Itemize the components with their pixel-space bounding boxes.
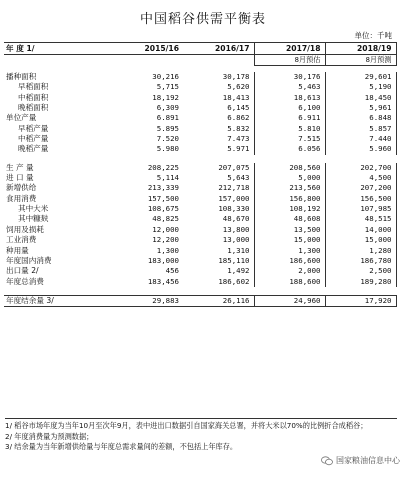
estimate-2017-18: 8月预估 bbox=[254, 55, 325, 66]
cell-value: 5,643 bbox=[227, 173, 250, 183]
row-label: 年度总消费 bbox=[6, 276, 44, 286]
cell-value: 202,700 bbox=[325, 163, 396, 173]
footnote-1: 1/ 稻谷市场年度为当年10月至次年9月，表中进出口数据引自国家海关总署，并将大米以70%的比例折合成稻谷； bbox=[5, 421, 368, 430]
table-row bbox=[4, 225, 396, 235]
row-label: 新增供给 bbox=[6, 183, 37, 193]
header-row bbox=[4, 43, 396, 55]
cell-value: 17,920 bbox=[325, 295, 396, 306]
cell-value: 7.520 bbox=[156, 134, 179, 144]
row-label: 单位产量 bbox=[6, 113, 37, 123]
cell-value: 1,310 bbox=[227, 245, 250, 255]
table-row bbox=[4, 72, 396, 82]
year-2018-19: 2018/19 bbox=[325, 43, 396, 55]
cell-value: 6.848 bbox=[325, 113, 396, 123]
cell-value: 2,500 bbox=[325, 266, 396, 276]
cell-value: 13,500 bbox=[254, 225, 325, 235]
row-label: 中稻面积 bbox=[18, 92, 49, 102]
table-row bbox=[4, 124, 396, 134]
table-title: 中国稻谷供需平衡表 bbox=[139, 12, 266, 27]
year-2016-17: 2016/17 bbox=[183, 43, 254, 55]
cell-value: 156,800 bbox=[254, 194, 325, 204]
wechat-icon bbox=[321, 456, 333, 466]
cell-value: 208,560 bbox=[254, 163, 325, 173]
cell-value: 208,225 bbox=[147, 162, 179, 172]
table-row bbox=[4, 163, 396, 173]
cell-value: 5,715 bbox=[156, 82, 179, 92]
row-label: 饲用及损耗 bbox=[6, 224, 44, 234]
cell-value: 1,300 bbox=[254, 246, 325, 256]
row-label: 晚稻面积 bbox=[18, 103, 49, 113]
cell-value: 5.810 bbox=[254, 124, 325, 134]
table-row bbox=[4, 256, 396, 266]
cell-value: 18,450 bbox=[325, 93, 396, 103]
table-row bbox=[4, 173, 396, 183]
cell-value: 2,000 bbox=[254, 266, 325, 276]
cell-value: 5.857 bbox=[325, 124, 396, 134]
cell-value: 29,883 bbox=[112, 295, 183, 306]
cell-value: 5,961 bbox=[325, 103, 396, 113]
cell-value: 6,145 bbox=[227, 103, 250, 113]
row-label: 年度结余量 3/ bbox=[4, 295, 112, 306]
cell-value: 108,330 bbox=[218, 204, 250, 214]
table-row bbox=[4, 144, 396, 154]
row-label: 种用量 bbox=[6, 245, 29, 255]
cell-value: 30,216 bbox=[152, 72, 179, 81]
table-row bbox=[4, 266, 396, 276]
cell-value: 6,309 bbox=[156, 103, 179, 113]
cell-value: 6.891 bbox=[156, 113, 179, 123]
spacer-row bbox=[4, 287, 396, 296]
row-label: 早稻面积 bbox=[18, 82, 49, 92]
row-label: 工业消费 bbox=[6, 235, 37, 245]
cell-value: 183,456 bbox=[147, 276, 179, 286]
cell-value: 6.862 bbox=[227, 113, 250, 123]
cell-value: 7.440 bbox=[325, 134, 396, 144]
cell-value: 29,601 bbox=[325, 72, 396, 82]
cell-value: 183,000 bbox=[147, 255, 179, 265]
cell-value: 156,500 bbox=[325, 194, 396, 204]
table-row bbox=[4, 214, 396, 224]
row-label: 食用消费 bbox=[6, 193, 37, 203]
cell-value: 185,110 bbox=[218, 255, 250, 265]
row-label: 年度国内消费 bbox=[6, 255, 52, 265]
cell-value: 18,192 bbox=[152, 92, 179, 102]
table-row bbox=[4, 246, 396, 256]
watermark bbox=[321, 455, 400, 466]
row-label: 生 产 量 bbox=[6, 162, 34, 172]
cell-value: 48,825 bbox=[152, 214, 179, 224]
table-row bbox=[4, 134, 396, 144]
cell-value: 15,000 bbox=[254, 235, 325, 245]
cell-value: 30,178 bbox=[222, 72, 250, 81]
cell-value: 5.895 bbox=[156, 123, 179, 133]
table-row bbox=[4, 235, 396, 245]
table-row bbox=[4, 93, 396, 103]
year-2017-18: 2017/18 bbox=[254, 43, 325, 55]
cell-value: 7.473 bbox=[227, 134, 250, 144]
row-label: 其中糠麸 bbox=[18, 214, 49, 224]
row-label: 播种面积 bbox=[6, 72, 37, 81]
unit-label: 单位：千吨 bbox=[354, 31, 392, 40]
cell-value: 186,780 bbox=[325, 256, 396, 266]
table-row bbox=[4, 295, 396, 306]
cell-value: 107,985 bbox=[325, 204, 396, 214]
row-label: 晚稻产量 bbox=[18, 144, 49, 154]
cell-value: 12,000 bbox=[152, 224, 179, 234]
footnote-2: 2/ 年度消费量为预测数据； bbox=[5, 431, 94, 441]
cell-value: 18,613 bbox=[254, 93, 325, 103]
watermark-text: 国家粮油信息中心 bbox=[336, 456, 400, 465]
footnote-3: 3/ 结余量为当年新增供给量与年度总需求量间的差额，不包括上年库存。 bbox=[5, 442, 238, 451]
cell-value: 30,176 bbox=[254, 72, 325, 82]
row-label: 中稻产量 bbox=[18, 134, 49, 144]
table-row bbox=[4, 82, 396, 92]
cell-value: 13,000 bbox=[222, 235, 250, 245]
footnotes bbox=[5, 418, 397, 453]
cell-value: 212,718 bbox=[218, 183, 250, 193]
cell-value: 15,000 bbox=[325, 235, 396, 245]
cell-value: 18,413 bbox=[222, 92, 250, 102]
cell-value: 5,190 bbox=[325, 82, 396, 92]
year-header: 年 度 1/ bbox=[4, 43, 112, 55]
row-label: 进 口 量 bbox=[6, 173, 34, 183]
cell-value: 213,339 bbox=[147, 183, 179, 193]
balance-table bbox=[4, 42, 397, 307]
cell-value: 188,600 bbox=[254, 277, 325, 287]
cell-value: 14,000 bbox=[325, 225, 396, 235]
cell-value: 1,492 bbox=[227, 266, 250, 276]
cell-value: 5.832 bbox=[227, 123, 250, 133]
table-row bbox=[4, 183, 396, 193]
cell-value: 48,608 bbox=[254, 214, 325, 224]
cell-value: 7.515 bbox=[254, 134, 325, 144]
cell-value: 157,500 bbox=[147, 193, 179, 203]
spacer-row bbox=[4, 155, 396, 163]
cell-value: 24,960 bbox=[254, 295, 325, 306]
cell-value: 213,560 bbox=[254, 183, 325, 193]
cell-value: 207,200 bbox=[325, 183, 396, 193]
cell-value: 4,500 bbox=[325, 173, 396, 183]
row-label: 出口量 2/ bbox=[6, 266, 39, 276]
year-2015-16: 2015/16 bbox=[112, 43, 183, 55]
cell-value: 1,280 bbox=[325, 246, 396, 256]
cell-value: 48,515 bbox=[325, 214, 396, 224]
estimate-row bbox=[4, 55, 396, 66]
cell-value: 6.911 bbox=[254, 113, 325, 123]
cell-value: 5.980 bbox=[156, 144, 179, 154]
cell-value: 13,800 bbox=[222, 224, 250, 234]
row-label: 早稻产量 bbox=[18, 123, 49, 133]
cell-value: 6,100 bbox=[254, 103, 325, 113]
cell-value: 6.056 bbox=[254, 144, 325, 154]
cell-value: 5,620 bbox=[227, 82, 250, 92]
cell-value: 5,000 bbox=[254, 173, 325, 183]
cell-value: 5.971 bbox=[227, 144, 250, 154]
cell-value: 12,200 bbox=[152, 235, 179, 245]
cell-value: 108,675 bbox=[147, 204, 179, 214]
cell-value: 207,075 bbox=[218, 162, 250, 172]
cell-value: 48,670 bbox=[222, 214, 250, 224]
row-label: 其中大米 bbox=[18, 204, 49, 214]
cell-value: 186,602 bbox=[218, 276, 250, 286]
cell-value: 26,116 bbox=[183, 295, 254, 306]
cell-value: 189,280 bbox=[325, 277, 396, 287]
estimate-2018-19: 8月预测 bbox=[325, 55, 396, 66]
cell-value: 108,192 bbox=[254, 204, 325, 214]
cell-value: 186,600 bbox=[254, 256, 325, 266]
cell-value: 5,114 bbox=[156, 173, 179, 183]
table-row bbox=[4, 194, 396, 204]
table-row bbox=[4, 277, 396, 287]
cell-value: 157,000 bbox=[218, 193, 250, 203]
cell-value: 5,463 bbox=[254, 82, 325, 92]
cell-value: 456 bbox=[165, 266, 179, 276]
table-row bbox=[4, 113, 396, 123]
table-row bbox=[4, 204, 396, 214]
cell-value: 5.960 bbox=[325, 144, 396, 154]
table-row bbox=[4, 103, 396, 113]
cell-value: 1,300 bbox=[156, 245, 179, 255]
